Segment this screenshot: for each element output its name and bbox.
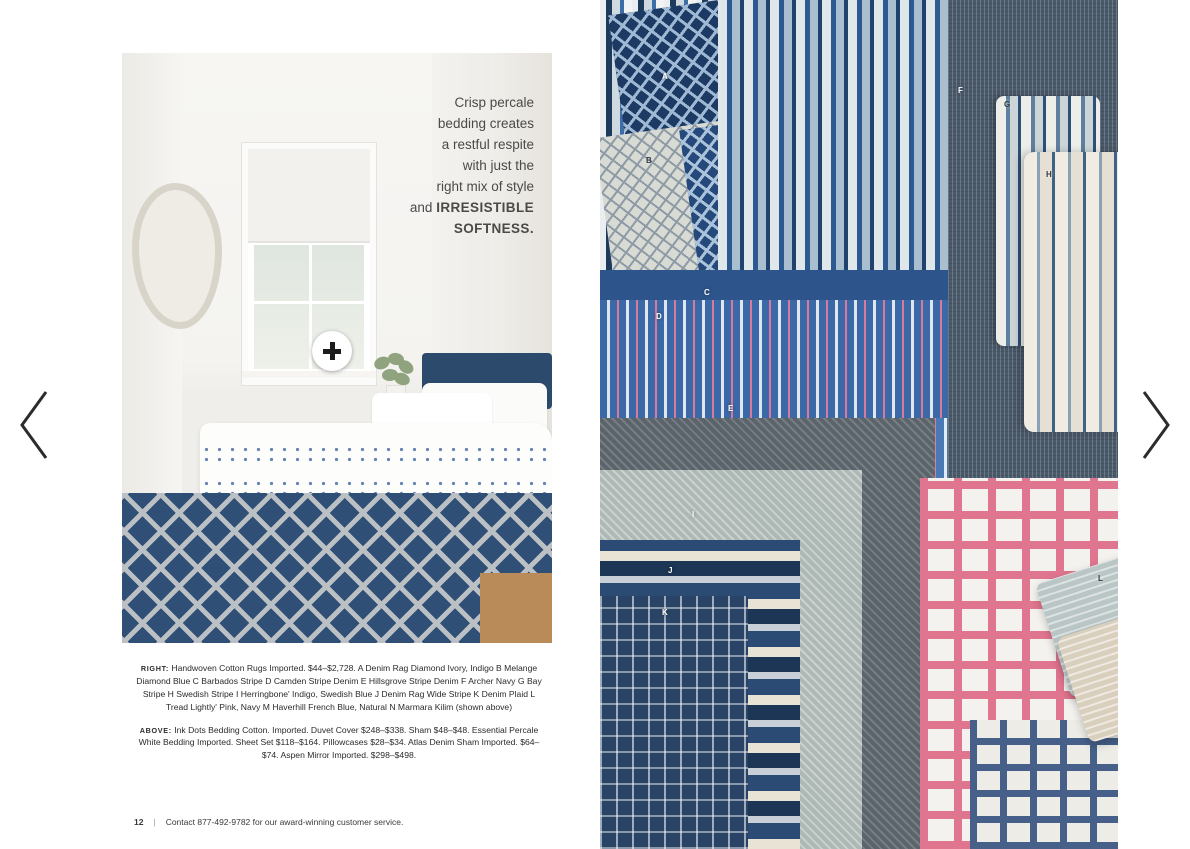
hero-quote-line-3: a restful respite xyxy=(441,136,534,152)
swatch-label-e: E xyxy=(728,404,734,413)
swatch-label-d: D xyxy=(656,312,662,321)
previous-page-button[interactable] xyxy=(0,0,72,849)
caption-right xyxy=(134,662,544,714)
swatch-label-f: F xyxy=(958,86,963,95)
swatch-k-denim-plaid xyxy=(600,596,748,849)
caption-above xyxy=(134,724,544,763)
wood-floor xyxy=(480,573,552,643)
caption-above-lead: ABOVE: xyxy=(139,725,172,735)
page-number: 12 xyxy=(134,817,144,827)
window xyxy=(242,143,376,385)
footer-contact: Contact 877-492-9782 for our award-winning customer service. xyxy=(165,817,404,827)
swatch-label-a: A xyxy=(662,72,668,81)
hero-quote-emphasis-2: SOFTNESS. xyxy=(453,220,534,236)
catalog-spread xyxy=(72,0,1190,849)
hero-quote-and: and xyxy=(409,199,437,215)
hero-quote-line-1: Crisp percale xyxy=(454,95,534,110)
hero-quote-line-6 xyxy=(374,198,534,219)
chevron-left-icon xyxy=(16,388,56,462)
swatch-label-c: C xyxy=(704,288,710,297)
hero-quote-line-4: with just the xyxy=(462,157,534,173)
hero-quote-line-2: bedding creates xyxy=(437,115,534,131)
bedroom-photo xyxy=(122,53,552,643)
swatch-label-k: K xyxy=(662,608,668,617)
swatch-label-b: B xyxy=(646,156,652,165)
swatch-label-i: I xyxy=(692,510,695,519)
hero-quote xyxy=(374,93,534,239)
right-page xyxy=(600,0,1190,849)
caption-right-text: Handwoven Cotton Rugs Imported. $44–$2,728. A Denim Rag Diamond Ivory, Indigo B Melange Diamond Blue C Barbados Stripe D Camden Stripe Denim E Hillsgrove Stripe Denim F Archer Navy G Bay Stripe H Swedish Stripe I Herringbone' Indigo, Swedish Blue J Denim Rag Wide Stripe K Denim Plaid L Tread Lightly' Pink, Navy M Haverhill French Blue, Natural N Marmara Kilim (shown above) xyxy=(136,663,542,712)
hero-quote-emphasis-1: IRRESISTIBLE xyxy=(436,199,534,215)
hero-quote-line-5: right mix of style xyxy=(436,178,534,194)
rug-flatlay xyxy=(600,0,1190,849)
swatch-d-camden-stripe-denim xyxy=(600,298,950,418)
swatch-label-h: H xyxy=(1046,170,1052,179)
rug-border-denim xyxy=(600,270,950,300)
swatch-label-g: G xyxy=(1004,100,1011,109)
hero-quote-line-7 xyxy=(374,219,534,240)
footer-divider: | xyxy=(153,817,156,827)
window-shade xyxy=(248,149,370,243)
product-hotspot-plus-icon[interactable] xyxy=(312,331,352,371)
window-sill xyxy=(242,371,376,378)
swatch-label-l: L xyxy=(1098,574,1103,583)
swatch-label-j: J xyxy=(668,566,673,575)
window-mullion-horizontal xyxy=(254,301,364,304)
page-footer xyxy=(134,817,554,827)
product-captions xyxy=(134,662,544,772)
caption-above-text: Ink Dots Bedding Cotton. Imported. Duvet Cover $248–$338. Sham $48–$48. Essential Percale White Bedding Imported. Sheet Set $118–$164. Pillowcases $28–$34. Atlas Denim Sham Imported. $64–$74. Aspen Mirror Imported. $298–$498. xyxy=(138,724,540,761)
chevron-right-icon xyxy=(1134,388,1174,462)
left-page xyxy=(72,0,600,849)
next-page-button[interactable] xyxy=(1118,0,1190,849)
caption-right-lead: RIGHT: xyxy=(140,664,169,673)
